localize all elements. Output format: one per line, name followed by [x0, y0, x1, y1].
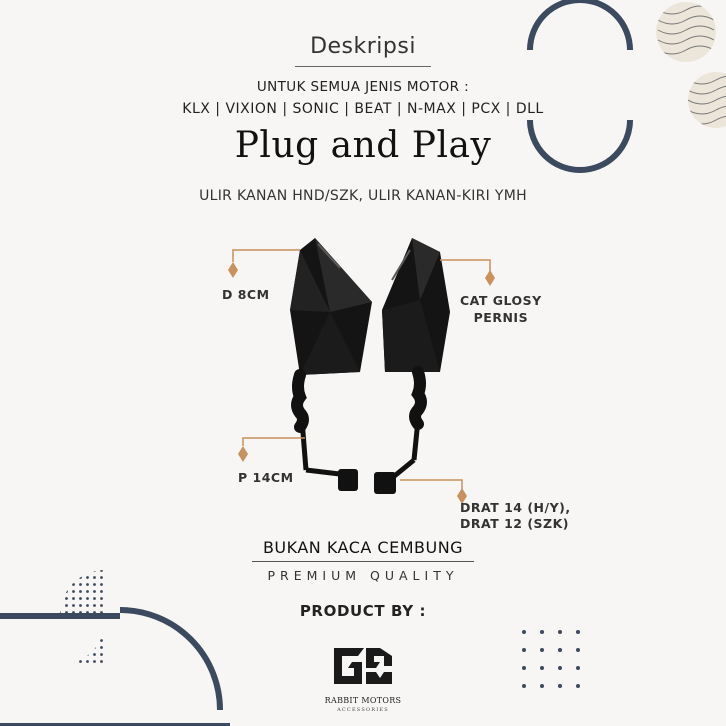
callout-line-thread — [400, 480, 462, 494]
quality-text: PREMIUM QUALITY — [267, 568, 459, 583]
note-underline — [252, 561, 474, 562]
callout-paint-line2: PERNIS — [473, 310, 529, 325]
callout-line-paint — [440, 260, 490, 272]
note-text: BUKAN KACA CEMBUNG — [262, 538, 464, 557]
callout-line-diameter — [233, 250, 300, 262]
brand-name: RABBIT MOTORS — [324, 696, 402, 705]
callout-diameter: D 8CM — [222, 287, 270, 302]
model-list: KLX | VIXION | SONIC | BEAT | N-MAX | PCX | DLL — [182, 101, 544, 117]
headline: Plug and Play — [234, 125, 492, 166]
product-by-label: PRODUCT BY : — [299, 602, 427, 620]
callout-paint-line1: CAT GLOSY — [460, 293, 542, 308]
mirror-pair-illustration — [0, 230, 726, 510]
brand-tagline: ACCESSORIES — [337, 707, 389, 713]
callout-diamond-icon — [485, 270, 495, 286]
title-underline — [295, 66, 431, 67]
callout-diamond-icon — [228, 262, 238, 278]
left-mirror-icon — [290, 238, 372, 491]
callout-length: P 14CM — [238, 470, 294, 485]
callout-thread-line1: DRAT 14 (H/Y), — [460, 500, 571, 515]
right-mirror-icon — [374, 238, 450, 494]
page-title: Deskripsi — [310, 34, 416, 59]
callout-paint — [460, 292, 542, 326]
brand-logo-icon — [330, 642, 396, 692]
decor-bottom-right-dots — [518, 626, 598, 706]
callout-diamond-icon — [238, 446, 248, 462]
thread-info: ULIR KANAN HND/SZK, ULIR KANAN-KIRI YMH — [199, 188, 527, 204]
subtitle: UNTUK SEMUA JENIS MOTOR : — [256, 79, 470, 95]
callout-thread-line2: DRAT 12 (SZK) — [460, 516, 570, 531]
callout-thread — [460, 500, 571, 532]
callout-line-length — [243, 438, 305, 446]
